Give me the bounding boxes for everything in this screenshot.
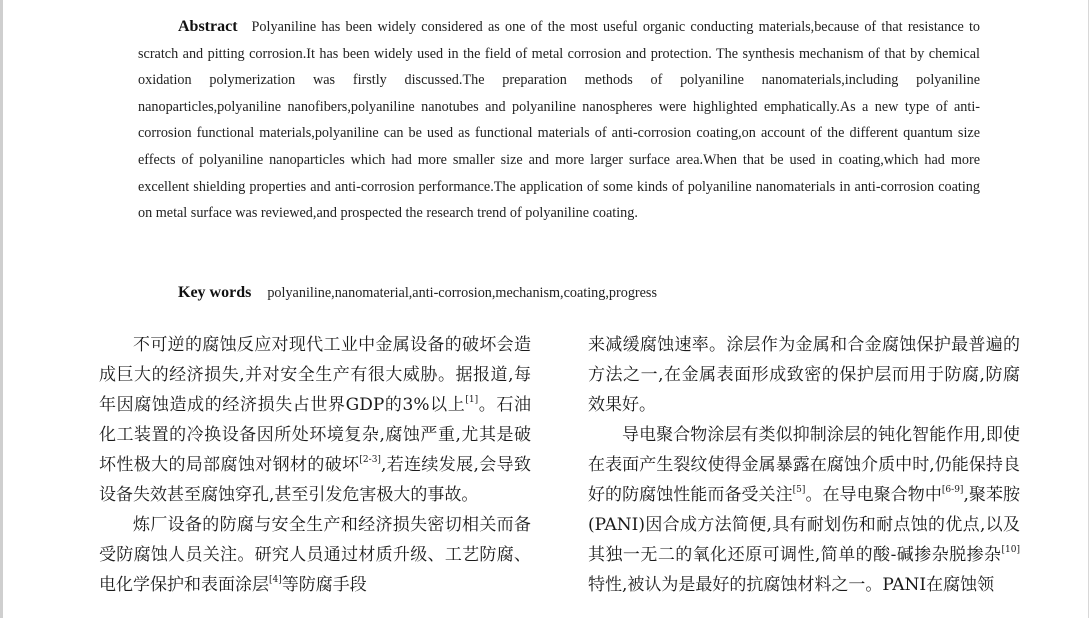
keywords-label: Key words — [178, 284, 252, 301]
paragraph-text: 。石油化工装置的冷换设备因所处环境复杂,腐蚀严重,尤其是破坏性极大的局部腐蚀对钢材的破坏 — [99, 395, 531, 475]
citation-ref: [6-9] — [941, 485, 964, 495]
abstract-text: Polyaniline has been widely considered as one of the most useful organic conducting materials,because of that resistance to scratch and pitting corrosion.It has been widely used in the field of metal corrosion and protection. The synthesis mechanism of that by chemical oxidation polymerization was firstly discussed.The preparation methods of polyaniline nanomaterials,including polyaniline nanoparticles,polyaniline nanofibers,polyaniline nanotubes and polyaniline nanospheres were highlighted emphatically.As a new type of anti-corrosion functional materials,polyaniline can be used as functional materials of anti-corrosion coating,on account of the different quantum size effects of polyaniline nanoparticles which had more smaller size and more larger surface area.When that be used in coating,which had more excellent shielding properties and anti-corrosion performance.The application of some kinds of polyaniline nanomaterials in anti-corrosion coating on metal surface was reviewed,and prospected the research trend of polyaniline coating. — [138, 19, 980, 222]
paragraph-text: 导电聚合物涂层有类似抑制涂层的钝化智能作用,即使在表面产生裂纹使得金属暴露在腐蚀介质中时,仍能保持良好的防腐蚀性能而备受关注 — [588, 425, 1020, 505]
paragraph-text: 炼厂设备的防腐与安全生产和经济损失密切相关而备受防腐蚀人员关注。研究人员通过材质升级、工艺防腐、电化学保护和表面涂层 — [99, 515, 531, 595]
paragraph-text: 来减缓腐蚀速率。涂层作为金属和合金腐蚀保护最普遍的方法之一,在金属表面形成致密的保护层而用于防腐,防腐效果好。 — [588, 335, 1020, 415]
paragraph-text: 等防腐手段 — [281, 575, 367, 595]
body-column-right — [588, 330, 1020, 600]
keywords-text: polyaniline,nanomaterial,anti-corrosion,mechanism,coating,progress — [267, 285, 657, 301]
citation-ref: [4] — [269, 575, 282, 585]
page-edge-divider — [0, 0, 3, 618]
paragraph-text: ,聚苯胺(PANI)因合成方法简便,具有耐划伤和耐点蚀的优点,以及其独一无二的氧化还原可调性,简单的酸-碱掺杂脱掺杂 — [588, 485, 1021, 565]
citation-ref: [2-3] — [359, 455, 381, 465]
body-paragraph-continued — [588, 330, 1020, 420]
paragraph-text: ,若连续发展,会导致设备失效甚至腐蚀穿孔,甚至引发危害极大的事故。 — [99, 455, 531, 505]
citation-ref: [10] — [1001, 545, 1020, 555]
page-edge-divider-right — [1088, 0, 1089, 618]
abstract-section — [138, 14, 980, 227]
paragraph-text: 不可逆的腐蚀反应对现代工业中金属设备的破坏会造成巨大的经济损失,并对安全生产有很大威胁。据报道,每年因腐蚀造成的经济损失占世界GDP的3%以上 — [99, 335, 531, 415]
body-paragraph — [588, 420, 1020, 600]
paragraph-text: 。在导电聚合物中 — [805, 485, 942, 505]
body-paragraph — [99, 510, 531, 600]
keywords-section — [178, 284, 657, 302]
paragraph-text: 特性,被认为是最好的抗腐蚀材料之一。PANI在腐蚀领 — [588, 575, 995, 595]
body-paragraph — [99, 330, 531, 510]
citation-ref: [5] — [792, 485, 806, 495]
body-column-left — [99, 330, 531, 600]
abstract-label: Abstract — [178, 18, 238, 35]
citation-ref: [1] — [465, 395, 479, 405]
